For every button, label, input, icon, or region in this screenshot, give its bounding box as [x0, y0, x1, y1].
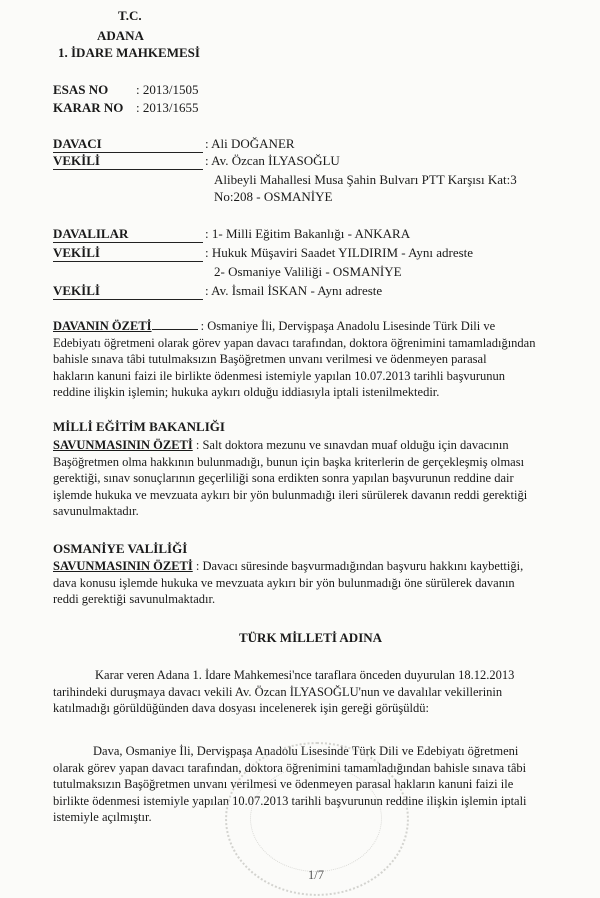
- davanin-ozeti-line: : Osmaniye İli, Dervişpaşa Anadolu Lisesinde Türk Dili ve: [200, 319, 496, 333]
- esas-value: : 2013/1505: [136, 82, 199, 97]
- valilik-savunma-paragraph: [53, 558, 563, 608]
- vekili1-value: : Av. Özcan İLYASOĞLU: [205, 153, 340, 168]
- dava-line: tutulmaksızın Başöğretmen unvanı verilmesi ve ödenmeyen parasal hakların kanuni faizi ile: [53, 777, 514, 791]
- meb-savunma-label: SAVUNMASININ ÖZETİ: [53, 438, 193, 452]
- header-tc: T.C.: [118, 8, 142, 23]
- davanin-ozeti-label: DAVANIN ÖZETİ: [53, 319, 152, 333]
- meb-heading: MİLLİ EĞİTİM BAKANLIĞI: [53, 419, 225, 434]
- karar-label: KARAR NO: [53, 100, 124, 115]
- meb-savunma-line: Başöğretmen olma hakkının bulunmadığı, bunun için başka kriterlerin de gerçekleşmiş olması: [53, 454, 525, 469]
- page-number: 1/7: [308, 868, 324, 882]
- court-name: 1. İDARE MAHKEMESİ: [58, 45, 200, 60]
- meb-savunma-line: gerektiği, sınav sonuçlarının geçerliliği sona erdikten sonra yapılan başvurunun reddine dair: [53, 471, 514, 485]
- davalilar-label: DAVALILAR: [53, 226, 203, 243]
- davanin-ozeti-line: reddine ilişkin işlemin; hukuka aykırı olduğu iddiasıyla iptali istenilmektedir.: [53, 385, 440, 399]
- valilik-savunma-line: reddi gerektiği savunulmaktadır.: [53, 592, 216, 606]
- karar-value: : 2013/1655: [136, 100, 199, 115]
- dava-line: istemiyle açılmıştır.: [53, 810, 152, 824]
- header-city: ADANA: [97, 28, 144, 43]
- vekili2-value: : Hukuk Müşaviri Saadet YILDIRIM - Aynı adreste: [205, 245, 474, 260]
- vekili3-value: : Av. İsmail İSKAN - Aynı adreste: [205, 283, 383, 298]
- davali2: 2- Osmaniye Valiliği - OSMANİYE: [214, 264, 402, 279]
- davanin-ozeti-line: hakların kanuni faizi ile birlikte ödenmesi istemiyle yapılan 10.07.2013 tarihli başvurunun: [53, 368, 505, 383]
- dava-line: Dava, Osmaniye İli, Dervişpaşa Anadolu Lisesinde Türk Dili ve Edebiyatı öğretmeni: [93, 744, 519, 758]
- valilik-savunma-label: SAVUNMASININ ÖZETİ: [53, 559, 193, 573]
- dava-line: birlikte ödenmesi istemiyle yapılan 10.07.2013 tarihli başvurunun reddine ilişkin işlemin iptali: [53, 793, 527, 808]
- karar-line: katılmadığı görüldüğünden dava dosyası incelenerek işin gereği görüşüldü:: [53, 701, 429, 715]
- davaci-value: : Ali DOĞANER: [205, 136, 295, 151]
- decision-title: TÜRK MİLLETİ ADINA: [239, 630, 383, 645]
- karar-line: tarihindeki duruşmaya davacı vekili Av. Özcan İLYASOĞLU'nun ve davalılar vekillerinin: [53, 684, 503, 699]
- esas-label: ESAS NO: [53, 82, 109, 97]
- meb-savunma-line: savunulmaktadır.: [53, 504, 139, 518]
- vekili1-label: VEKİLİ: [53, 153, 203, 170]
- davanin-ozeti-paragraph: [53, 318, 563, 401]
- valilik-savunma-line: dava konusu işlemde hukuka ve mevzuata aykırı bir yön bulunmadığı öne sürülerek davanın: [53, 575, 515, 590]
- davaci-label: DAVACI: [53, 136, 203, 153]
- karar-line: Karar veren Adana 1. İdare Mahkemesi'nce taraflara önceden duyurulan 18.12.2013: [95, 668, 515, 682]
- vekili1-address-line2: No:208 - OSMANİYE: [214, 189, 333, 204]
- vekili2-label: VEKİLİ: [53, 245, 203, 262]
- vekili3-label: VEKİLİ: [53, 283, 203, 300]
- vekili1-address-line1: Alibeyli Mahallesi Musa Şahin Bulvarı PTT Karşısı Kat:3: [214, 172, 517, 187]
- davalilar-value: : 1- Milli Eğitim Bakanlığı - ANKARA: [205, 226, 411, 241]
- court-stamp-inner: [250, 765, 382, 872]
- meb-savunma-line: : Salt doktora mezunu ve sınavdan muaf olduğu için davacının: [195, 438, 509, 452]
- meb-savunma-line: işlemde hukuka ve mevzuata aykırı bir yön bulunmadığı ileri sürülerek davanın reddi gerektiği: [53, 487, 528, 502]
- dava-line: olarak görev yapan davacı tarafından, doktora öğrenimini tamamladığından bahisle sınava tâbi: [53, 760, 527, 775]
- valilik-savunma-line: : Davacı süresinde başvurmadığından başvuru hakkını kaybettiği,: [195, 559, 524, 573]
- karar-paragraph: [53, 667, 563, 717]
- valilik-heading: OSMANİYE VALİLİĞİ: [53, 541, 188, 556]
- meb-savunma-paragraph: [53, 437, 563, 520]
- davanin-ozeti-line: bahisle sınava tâbi tutulmaksızın Başöğretmen unvanı verilmesi ve ödenmeyen parasal: [53, 352, 487, 366]
- davanin-ozeti-line: Edebiyatı öğretmeni olarak görev yapan davacı tarafından, doktora öğrenimini tamamladığından: [53, 335, 536, 350]
